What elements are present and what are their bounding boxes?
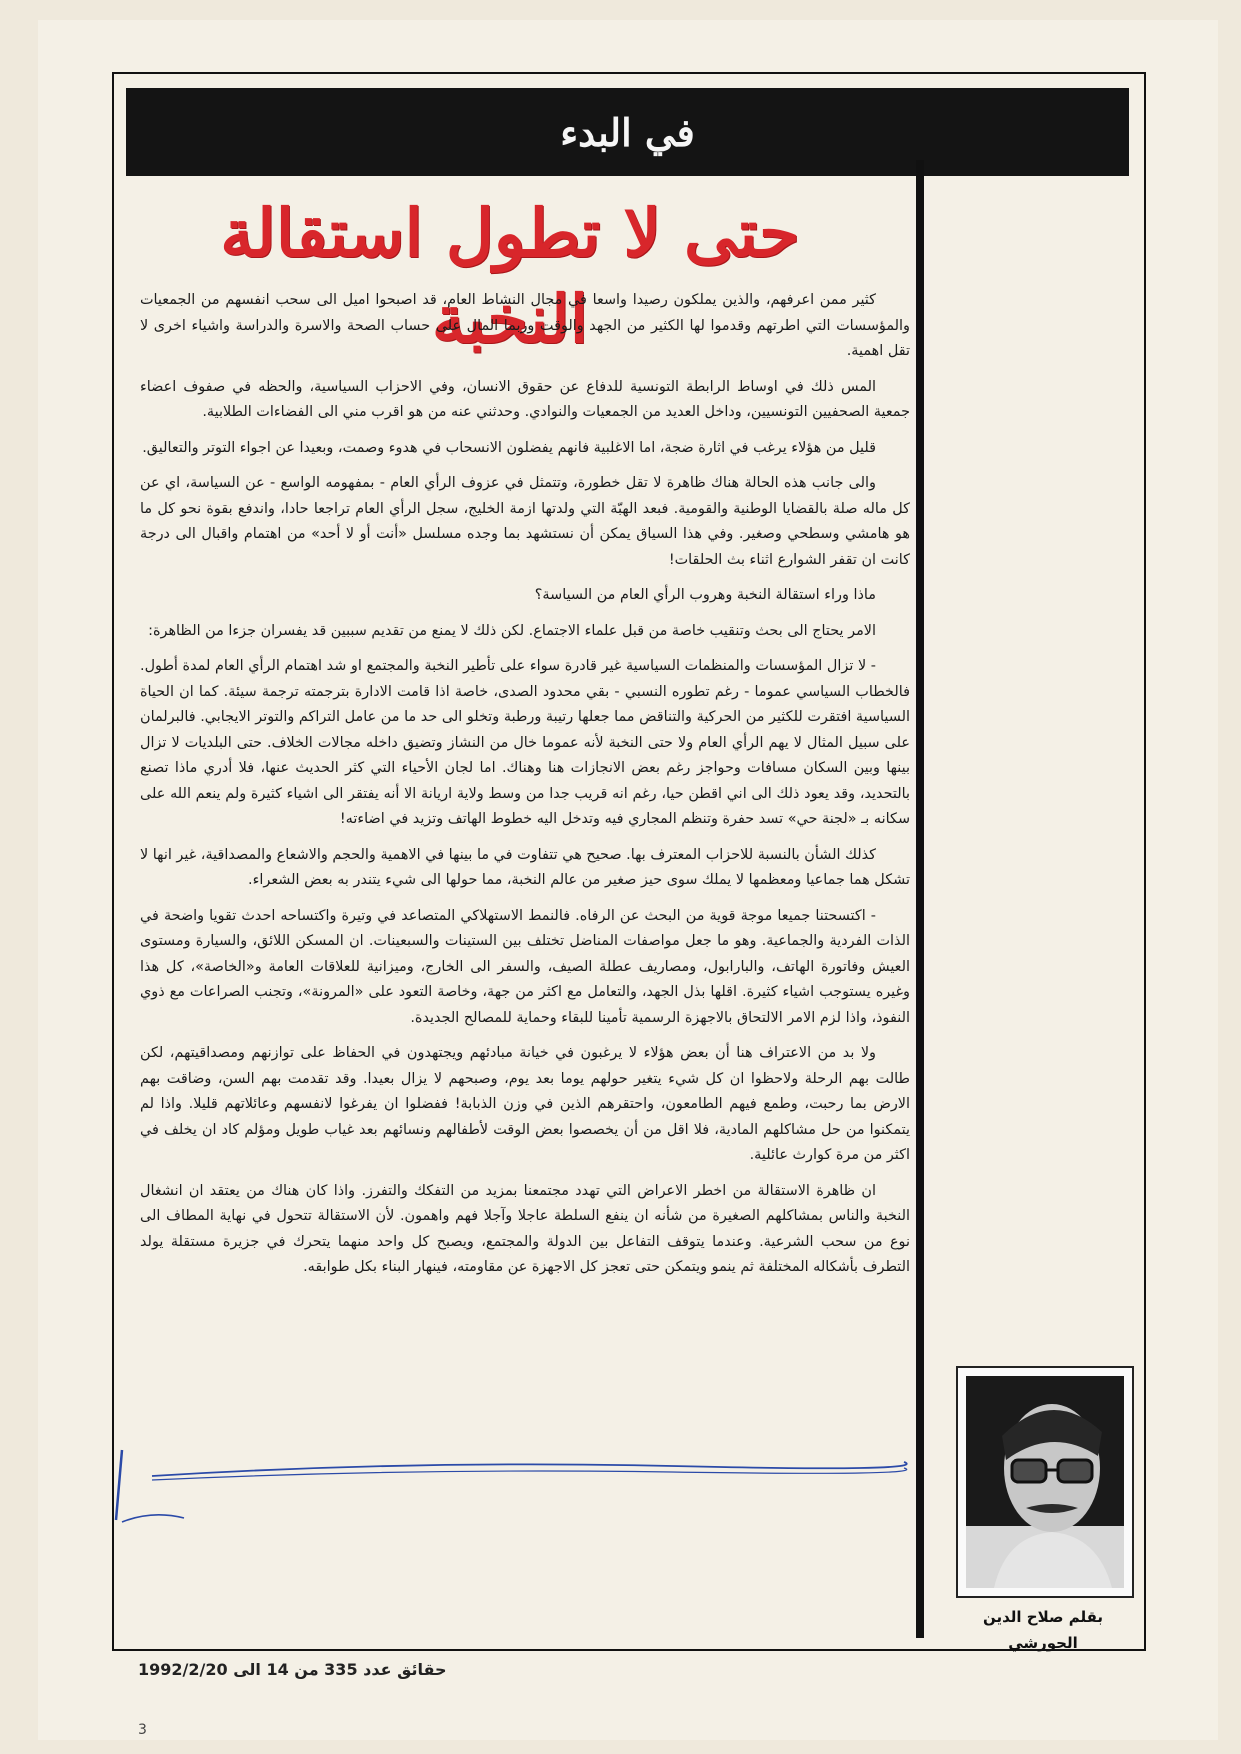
author-photo-box: [956, 1366, 1134, 1598]
section-title: في البدء: [560, 109, 695, 155]
issue-footer: حقائق عدد 335 من 14 الى 1992/2/20: [138, 1660, 447, 1679]
section-header-bar: [126, 88, 1129, 176]
author-portrait: [966, 1376, 1124, 1588]
author-byline-line1: بقلم صلاح الدين: [982, 1608, 1104, 1626]
article-headline: حتى لا تطول استقالة النخبة: [220, 194, 800, 358]
handwritten-pen-mark: [112, 1440, 912, 1530]
article-paragraph: ولا بد من الاعتراف هنا أن بعض هؤلاء لا يرغبون في خيانة مبادئهم ويجتهدون في الحفاظ على توازنهم ومصداقيتهم، لكن طالت بهم الرحلة ولاحظوا ان كل شيء يتغير حولهم يوما بعد يوم، وصبحهم لا يزال بعيدا. وقد تقدمت بهم السن، وضاقت بهم الارض بما رحبت، وطمع فيهم الطامعون، واحتقرهم الذين في وزن الذبابة! ففضلوا ان يفرغوا لانفسهم وعائلاتهم قليلا. واذا لم يتمكنوا من حل مشاكلهم المادية، فلا اقل من أن يخصصوا بعض الوقت لأطفالهم ونسائهم بعد غياب طويل ومؤلم كاد ان يخلف في اكثر من مرة كوارث عائلية.: [140, 1045, 910, 1163]
article-paragraph: - اكتسحتنا جميعا موجة قوية من البحث عن الرفاه. فالنمط الاستهلاكي المتصاعد في وتيرة واكتساحه احدث تقويا واضحة في الذات الفردية والجماعية. وهو ما جعل مواصفات المناضل تختلف بين الستينات والسبعينات. ان المسكن اللائق، والسيارة ومستوى العيش وفاتورة الهاتف، والبارابول، ومصاريف عطلة الصيف، والسفر الى الخارج، وميزانية للعلاقات العامة و«الخاصة»، كل هذا وغيره يستوجب اشياء كثيرة. اقلها بذل الجهد، والتعامل مع اكثر من جهة، وخاصة التعود على «المرونة»، وتجنب الصراعات مع ذوي النفوذ، واذا لزم الامر الالتحاق بالاجهزة الرسمية تأمينا للبقاء وحماية للمصالح الجديدة.: [140, 907, 910, 1026]
author-byline-line2: الجورشي: [1008, 1634, 1078, 1652]
article-paragraph: كذلك الشأن بالنسبة للاحزاب المعترف بها. صحيح هي تتفاوت في ما بينها في الاهمية والحجم والاشعاع والمصداقية، غير انها لا تشكل هما جماعيا ومعظمها لا يملك سوى حيز صغير من عالم النخبة، مما حولها الى شيء يتندر به بعض الشعراء.: [140, 846, 910, 888]
article-body: [140, 288, 910, 1291]
article-paragraph: الامر يحتاج الى بحث وتنقيب خاصة من قبل علماء الاجتماع. لكن ذلك لا يمنع من تقديم سببين قد يفسران جزءا من الظاهرة:: [148, 622, 876, 639]
article-paragraph: قليل من هؤلاء يرغب في اثارة ضجة، اما الاغلبية فانهم يفضلون الانسحاب في هدوء وصمت، وبعيدا عن اجواء التوتر والتعاليق.: [142, 439, 876, 456]
author-byline: [946, 1604, 1140, 1656]
article-paragraph: ان ظاهرة الاستقالة من اخطر الاعراض التي تهدد مجتمعنا بمزيد من التفكك والتفرز. واذا كان هناك من يعتقد ان انشغال النخبة والناس بمشاكلهم الصغيرة من شأنه ان ينفع السلطة عاجلا وآجلا فهم واهمون. لأن الاستقالة تتحول في نهاية المطاف الى نوع من سحب الشرعية. وعندما يتوقف التفاعل بين الدولة والمجتمع، ويصبح كل واحد منهما يتحرك في جزيرة مستقلة يولد التطرف بأشكاله المختلفة ثم ينمو ويتمكن حتى تعجز كل الاجهزة عن مقاومته، فينهار البناء بكل طوابقه.: [140, 1182, 910, 1275]
article-paragraph: - لا تزال المؤسسات والمنظمات السياسية غير قادرة سواء على تأطير النخبة والمجتمع او شد اهتمام الرأي العام لمدة أطول. فالخطاب السياسي عموما - رغم تطوره النسبي - بقي محدود الصدى، خاصة اذا قامت الادارة بترجمته ترجمة سيئة. كما ان الحياة السياسية افتقرت للكثير من الحركية والتناقض مما جعلها رتيبة ورطبة وتخلو الى حد ما من عامل التراكم والتوتر الايجابي. فالبرلمان على سبيل المثال لا يهم الرأي العام ولا حتى النخبة لأنه عموما خال من النشاز وتضيق داخله مجالات الخلاف. حتى البلديات لا تزال بينها وبين السكان مسافات وحواجز رغم بعض الانجازات هنا وهناك. اما لجان الأحياء التي كثر الحديث عنها، فلا أدري ماذا تصنع بالتحديد، وقد يعود ذلك الى اني اقطن حيا، رغم انه قريب جدا من وسط ولاية اريانة الا أنه يفتقر الى اشياء كثيرة ولم ينعم الله على سكانه بـ «لجنة حي» تسد حفرة وتنظم المجاري فيه وتدخل اليه خطوط الهاتف وتزيد في اضاءته!: [140, 658, 910, 827]
page-number: 3: [138, 1722, 147, 1738]
article-paragraph: المس ذلك في اوساط الرابطة التونسية للدفاع عن حقوق الانسان، وفي الاحزاب السياسية، والحظه في صفوف اعضاء جمعية الصحفيين التونسيين، وداخل العديد من الجمعيات والنوادي. وحدثني عنه من هو اقرب مني الى الفضاءات الطلابية.: [140, 378, 910, 420]
article-paragraph: ماذا وراء استقالة النخبة وهروب الرأي العام من السياسة؟: [534, 587, 876, 603]
article-paragraph: والى جانب هذه الحالة هناك ظاهرة لا تقل خطورة، وتتمثل في عزوف الرأي العام - بمفهومه الواسع - عن السياسة، اي عن كل ماله صلة بالقضايا الوطنية والقومية. فبعد الهبّة التي ولدتها ازمة الخليج، سجل الرأي العام تراجعا حادا، واندفع بقوة نحو كل ما هو هامشي وسطحي وصغير. وفي هذا السياق يمكن أن نستشهد بما وجده مسلسل «أنت أو لا أحد» من اهتمام واقبال الى درجة كانت ان تقفر الشوارع اثناء بث الحلقات!: [140, 475, 910, 568]
vertical-column-rule: [916, 160, 924, 1638]
article-paragraph: كثير ممن اعرفهم، والذين يملكون رصيدا واسعا في مجال النشاط العام، قد اصبحوا اميل الى سحب انفسهم من الجمعيات والمؤسسات التي اطرتهم وقدموا لها الكثير من الجهد والوقت وربما المال على حساب الصحة والاسرة والدراسة واشياء اخرى لا تقل اهمية.: [140, 292, 910, 359]
